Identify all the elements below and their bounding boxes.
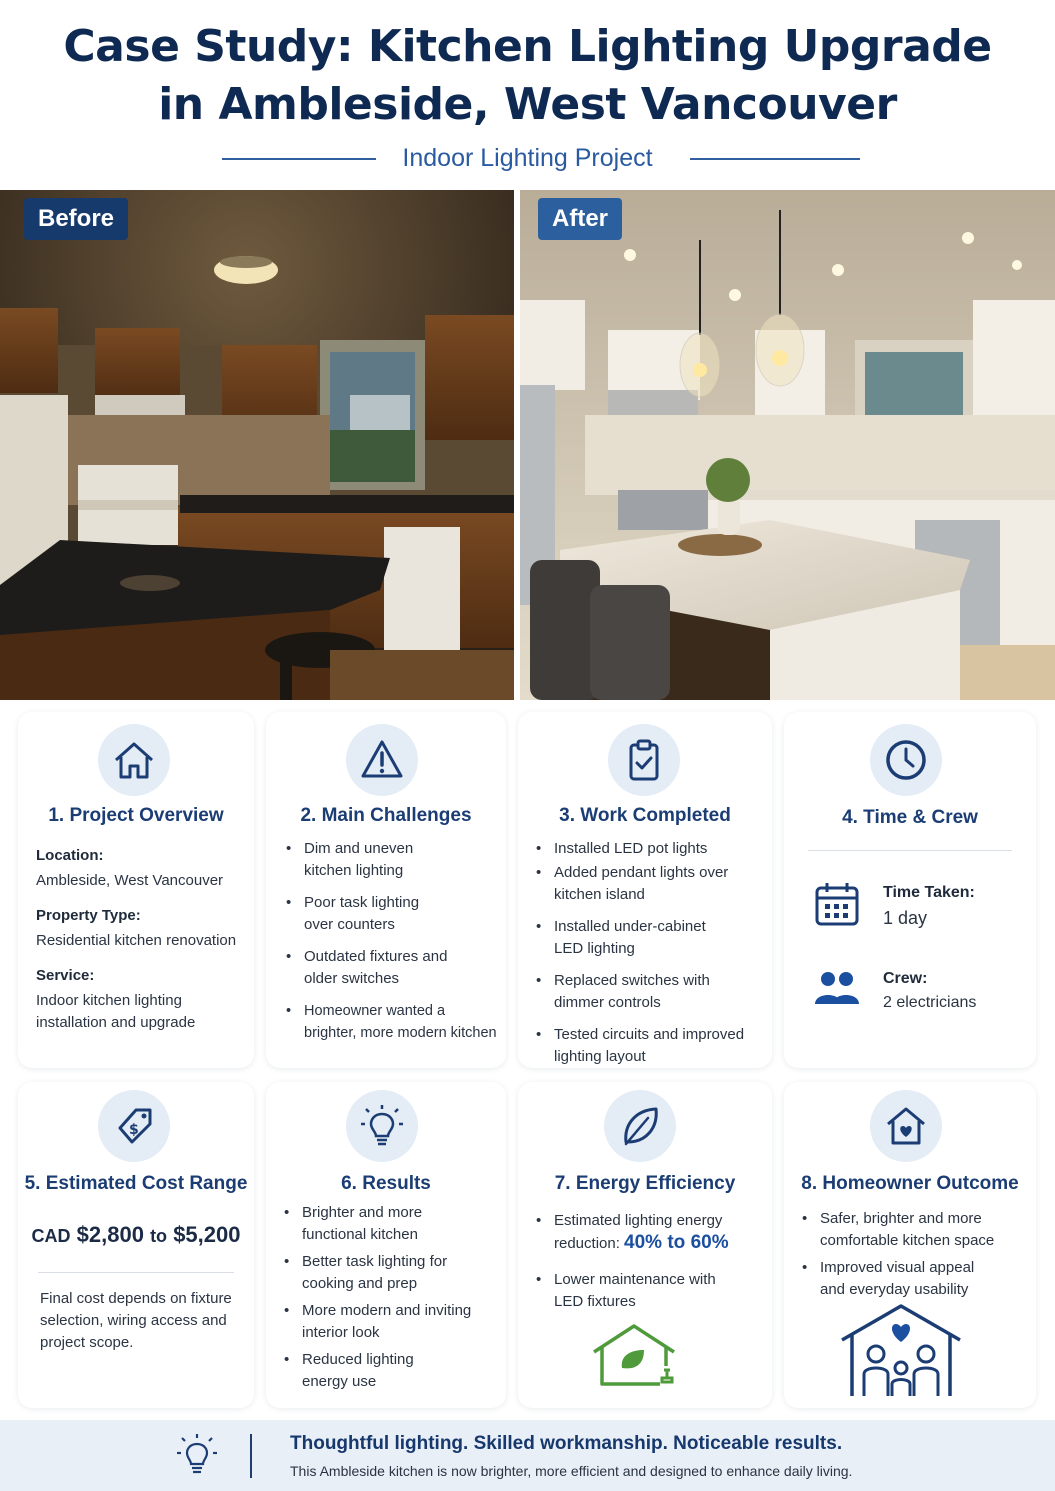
home-heart-icon-badge xyxy=(870,1090,942,1162)
cost-note-line-2: selection, wiring access and xyxy=(40,1312,227,1329)
list-item: • Estimated lighting energy reduction: 40% to 60% xyxy=(536,1210,770,1255)
footer-divider xyxy=(250,1434,252,1478)
title-line-2: in Ambleside, West Vancouver xyxy=(158,79,897,130)
challenges-list xyxy=(286,838,504,1054)
header xyxy=(0,0,1055,188)
before-photo xyxy=(0,190,514,700)
cost-currency: CAD xyxy=(31,1226,71,1246)
family-home-icon xyxy=(838,1302,964,1398)
warning-icon xyxy=(360,738,404,782)
work-completed-title: 3. Work Completed xyxy=(559,805,731,826)
list-item: • More modern and inviting interior look xyxy=(284,1300,504,1344)
homeowner-outcome-title: 8. Homeowner Outcome xyxy=(801,1173,1019,1194)
results-list xyxy=(284,1202,504,1398)
cost-connector: to xyxy=(150,1226,168,1246)
card-main-challenges xyxy=(266,712,506,1068)
price-tag-icon xyxy=(112,1104,156,1148)
card-estimated-cost xyxy=(18,1082,254,1408)
crew-icon xyxy=(814,970,860,1008)
energy-efficiency-title: 7. Energy Efficiency xyxy=(554,1173,736,1194)
list-item: • Lower maintenance with LED fixtures xyxy=(536,1269,770,1313)
list-item: • Installed LED pot lights xyxy=(536,838,768,860)
footer-text: This Ambleside kitchen is now brighter, more efficient and designed to enhance daily living. xyxy=(290,1463,853,1479)
cost-high: $5,200 xyxy=(173,1222,241,1247)
before-kitchen-illustration xyxy=(0,190,514,700)
service-value-line-2: installation and upgrade xyxy=(36,1014,196,1031)
card-results xyxy=(266,1082,506,1408)
list-item: • Dim and uneven kitchen lighting xyxy=(286,838,504,882)
service-label: Service: xyxy=(36,967,95,984)
home-heart-icon xyxy=(884,1104,928,1148)
list-item: • Improved visual appeal and everyday usability xyxy=(802,1257,1034,1301)
card-homeowner-outcome xyxy=(784,1082,1036,1408)
cost-divider xyxy=(38,1272,234,1273)
leaf-icon xyxy=(618,1104,662,1148)
after-photo xyxy=(520,190,1055,700)
location-label: Location: xyxy=(36,847,104,864)
price-tag-icon-badge xyxy=(98,1090,170,1162)
list-item: • Brighter and more functional kitchen xyxy=(284,1202,504,1246)
list-item: • Tested circuits and improved lighting layout xyxy=(536,1024,768,1068)
property-type-label: Property Type: xyxy=(36,907,141,924)
lightbulb-icon-badge xyxy=(346,1090,418,1162)
subtitle-rule-right xyxy=(690,158,860,160)
list-item: • Poor task lighting over counters xyxy=(286,892,504,936)
eco-home-icon xyxy=(590,1322,678,1388)
footer-headline: Thoughtful lighting. Skilled workmanship. Noticeable results. xyxy=(290,1433,843,1454)
location-value: Ambleside, West Vancouver xyxy=(36,872,224,889)
outcome-list xyxy=(802,1208,1034,1311)
list-item: • Better task lighting for cooking and prep xyxy=(284,1251,504,1295)
clipboard-check-icon xyxy=(622,738,666,782)
work-list xyxy=(536,838,768,1078)
time-crew-title: 4. Time & Crew xyxy=(842,807,978,828)
main-challenges-title: 2. Main Challenges xyxy=(300,805,472,826)
list-item: • Safer, brighter and more comfortable kitchen space xyxy=(802,1208,1034,1252)
property-type-value: Residential kitchen renovation xyxy=(36,932,237,949)
list-item: • Replaced switches with dimmer controls xyxy=(536,970,768,1014)
results-title: 6. Results xyxy=(341,1173,431,1194)
card-work-completed xyxy=(518,712,772,1068)
before-badge: Before xyxy=(24,198,128,240)
leaf-icon-badge xyxy=(604,1090,676,1162)
list-item: • Homeowner wanted a brighter, more modern kitchen xyxy=(286,1000,504,1044)
list-item: • Added pendant lights over kitchen island xyxy=(536,862,768,906)
project-overview-title: 1. Project Overview xyxy=(48,805,224,826)
after-badge: After xyxy=(538,198,622,240)
time-taken-label: Time Taken: xyxy=(883,884,975,901)
list-item: • Installed under-cabinet LED lighting xyxy=(536,916,768,960)
clock-icon xyxy=(884,738,928,782)
house-icon xyxy=(112,738,156,782)
energy-reduction-highlight: 40% to 60% xyxy=(624,1232,729,1253)
house-icon-badge xyxy=(98,724,170,796)
clipboard-icon-badge xyxy=(608,724,680,796)
card-project-overview xyxy=(18,712,254,1068)
cost-range xyxy=(18,1222,254,1248)
estimated-cost-title: 5. Estimated Cost Range xyxy=(24,1173,248,1194)
subtitle: Indoor Lighting Project xyxy=(402,144,653,172)
cost-note-line-3: project scope. xyxy=(40,1334,134,1351)
list-item: • Outdated fixtures and older switches xyxy=(286,946,504,990)
service-value-line-1: Indoor kitchen lighting xyxy=(36,992,182,1009)
subtitle-row xyxy=(0,142,1055,176)
card-time-crew xyxy=(784,712,1036,1068)
cost-note-line-1: Final cost depends on fixture xyxy=(40,1290,232,1307)
lightbulb-icon xyxy=(176,1432,218,1480)
after-kitchen-illustration xyxy=(520,190,1055,700)
page-title xyxy=(0,18,1055,134)
lightbulb-icon xyxy=(360,1104,404,1148)
list-item: • Reduced lighting energy use xyxy=(284,1349,504,1393)
card-energy-efficiency xyxy=(518,1082,772,1408)
crew-value: 2 electricians xyxy=(883,994,977,1011)
clock-icon-badge xyxy=(870,724,942,796)
calendar-icon xyxy=(814,880,860,928)
crew-label: Crew: xyxy=(883,970,928,987)
time-crew-divider xyxy=(808,850,1012,851)
energy-list xyxy=(536,1210,770,1323)
title-line-1: Case Study: Kitchen Lighting Upgrade xyxy=(63,21,992,72)
cost-low: $2,800 xyxy=(76,1222,144,1247)
warning-icon-badge xyxy=(346,724,418,796)
footer-banner xyxy=(0,1420,1055,1491)
time-taken-value: 1 day xyxy=(883,908,928,928)
svg-text:$: $ xyxy=(129,1122,139,1138)
